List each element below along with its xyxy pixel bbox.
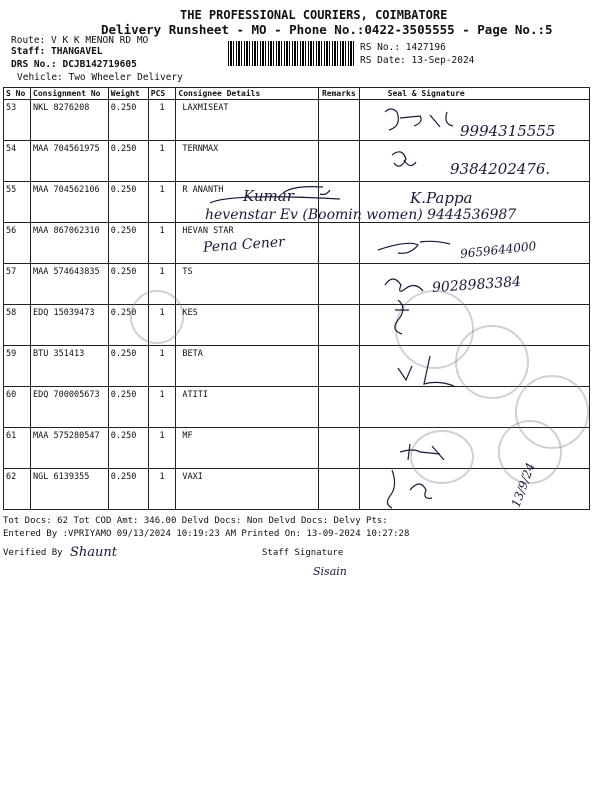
cell-consignee: VAXI (176, 469, 319, 510)
cell-consignment: BTU 351413 (31, 346, 109, 387)
cell-sno: 61 (4, 428, 31, 469)
cell-consignee: BETA (176, 346, 319, 387)
cell-consignment: MAA 575280547 (31, 428, 109, 469)
cell-pcs: 1 (148, 264, 176, 305)
cell-consignment: EDQ 700005673 (31, 387, 109, 428)
cell-weight: 0.250 (108, 100, 148, 141)
col-consignment: Consignment No (31, 88, 109, 100)
entered-by-line: Entered By :VPRIYAMO 09/13/2024 10:19:23 AM Printed On: 13-09-2024 10:27:28 (3, 529, 410, 539)
handwritten-phone: 9028983384 (431, 273, 522, 297)
col-signature: Seal & Signature (359, 88, 589, 100)
cell-pcs: 1 (148, 469, 176, 510)
cell-consignee: KES (176, 305, 319, 346)
cell-weight: 0.250 (108, 469, 148, 510)
cell-sno: 54 (4, 141, 31, 182)
cell-consignee: LAXMISEAT (176, 100, 319, 141)
cell-consignment: MAA 574643835 (31, 264, 109, 305)
signature-icon (378, 241, 450, 253)
vehicle-label: Vehicle: Two Wheeler Delivery (17, 72, 183, 83)
cell-weight: 0.250 (108, 387, 148, 428)
company-title: THE PROFESSIONAL COURIERS, COIMBATORE (180, 8, 448, 22)
cell-pcs: 1 (148, 346, 176, 387)
rs-date: RS Date: 13-Sep-2024 (360, 55, 475, 66)
cell-sno: 53 (4, 100, 31, 141)
cell-pcs: 1 (148, 305, 176, 346)
signature-icon (395, 300, 409, 334)
staff-signature: Sisain (313, 565, 347, 578)
cell-pcs: 1 (148, 182, 176, 223)
handwritten-note: Pena Cener (202, 234, 286, 256)
cell-sno: 60 (4, 387, 31, 428)
cell-pcs: 1 (148, 100, 176, 141)
cell-weight: 0.250 (108, 223, 148, 264)
cell-consignee: TERNMAX (176, 141, 319, 182)
signature-icon (210, 187, 340, 203)
cell-consignee: ATITI (176, 387, 319, 428)
rs-number: RS No.: 1427196 (360, 42, 446, 53)
signature-icon (387, 470, 432, 508)
signature-icon (400, 444, 444, 460)
col-sno: S No (4, 88, 31, 100)
cell-weight: 0.250 (108, 264, 148, 305)
cell-sno: 55 (4, 182, 31, 223)
cell-sno: 56 (4, 223, 31, 264)
handwritten-date: 13/9/24 (508, 460, 538, 510)
cell-pcs: 1 (148, 387, 176, 428)
handwritten-phone: 9994315555 (460, 122, 556, 140)
verifier-signature: Shaunt (70, 545, 117, 560)
cell-sno: 62 (4, 469, 31, 510)
col-remarks: Remarks (318, 88, 359, 100)
col-consignee: Consignee Details (176, 88, 319, 100)
cell-consignment: NGL 6139355 (31, 469, 109, 510)
cell-consignment: MAA 704562106 (31, 182, 109, 223)
cell-weight: 0.250 (108, 428, 148, 469)
cell-weight: 0.250 (108, 346, 148, 387)
signature-icon (385, 109, 453, 130)
handwritten-phone: 9384202476. (450, 160, 551, 178)
cell-sno: 59 (4, 346, 31, 387)
cell-consignee: TS (176, 264, 319, 305)
cell-consignment: MAA 704561975 (31, 141, 109, 182)
handwritten-phone: 9659644000 (459, 239, 537, 261)
signature-icon (392, 152, 416, 166)
handwritten-note: hevenstar Ev (Boomin women) 9444536987 (205, 207, 517, 223)
cell-consignee: R ANANTH (176, 182, 319, 223)
signature-icon (398, 356, 454, 386)
cell-consignment: EDQ 15039473 (31, 305, 109, 346)
col-weight: Weight (108, 88, 148, 100)
col-pcs: PCS (148, 88, 176, 100)
cell-sno: 57 (4, 264, 31, 305)
cell-pcs: 1 (148, 428, 176, 469)
totals-line: Tot Docs: 62 Tot COD Amt: 346.00 Delvd Docs: Non Delvd Docs: Delvy Pts: (3, 516, 388, 526)
signature-icon (385, 279, 423, 291)
cell-sno: 58 (4, 305, 31, 346)
cell-consignment: NKL 8276208 (31, 100, 109, 141)
cell-pcs: 1 (148, 223, 176, 264)
route-label: Route: V K K MENON RD MO (11, 35, 149, 46)
cell-weight: 0.250 (108, 141, 148, 182)
cell-consignment: MAA 867062310 (31, 223, 109, 264)
runsheet-subtitle: Delivery Runsheet - MO - Phone No.:0422-3505555 - Page No.:5 (101, 22, 553, 37)
staff-signature-label: Staff Signature (262, 548, 344, 558)
handwritten-name: K.Pappa (410, 189, 473, 207)
cell-consignee: MF (176, 428, 319, 469)
verified-by-label: Verified By (3, 548, 63, 558)
cell-pcs: 1 (148, 141, 176, 182)
handwritten-name: Kumar (243, 187, 294, 205)
cell-weight: 0.250 (108, 305, 148, 346)
cell-weight: 0.250 (108, 182, 148, 223)
cell-consignee: HEVAN STAR (176, 223, 319, 264)
staff-label: Staff: THANGAVEL (11, 46, 103, 57)
drs-number: DRS No.: DCJB142719605 (11, 59, 137, 70)
